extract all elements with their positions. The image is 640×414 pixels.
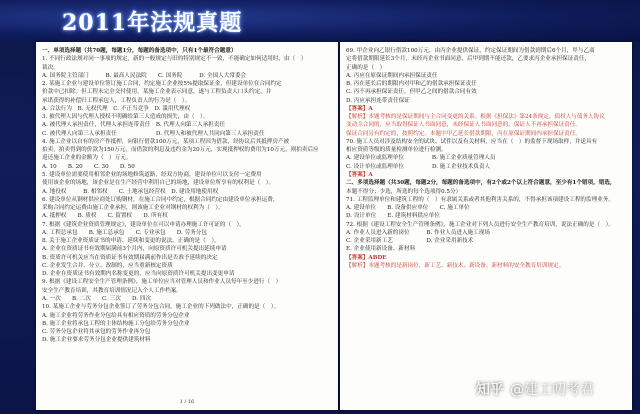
- text-line: 承诺获得的补偿归工程承包人，工程负责人的行为是（ ）。: [42, 97, 191, 104]
- text-line: A. 作业人员进入新的岗位 B. 作业人员进入施工现场: [346, 229, 490, 236]
- text-line: 正确的是（ ）: [346, 64, 386, 71]
- text-line: 69. 甲企业向乙银行借款100万元，由丙企业提供保证，约定保证期间为借款到期后6个月，甲与乙商: [346, 48, 595, 54]
- text-line: 【答案】ABDE: [346, 254, 387, 261]
- text-line: 71. 工程监理单位和建筑工程的（ ）有隶属关系或者其他利害关系的，不得承担该项建设工程的监理业务。: [346, 196, 614, 203]
- text-line: D. 施工企业要求劳务分包企业提供建筑材料: [42, 337, 151, 344]
- text-line: D. 丙应承担连带责任保证: [346, 97, 410, 104]
- text-line: A. 工程总承包 B. 施工总承包 C. 专业承包 D. 劳务分包: [42, 229, 207, 236]
- text-line: 9. 根据《建设工程安全生产管理条例》，施工单位应当对管理人员和作业人员每年至少进行（ ）: [42, 279, 282, 286]
- text-line: 定将借款期限延长3个月，未经丙企业书面同意，后甲到期不能还款，乙要求丙企业承担保证责任，: [346, 56, 591, 63]
- text-line: 变动主合同的，应当取得保证人书面同意，未经保证人书面同意的，保证人不再承担保证责任。: [346, 122, 581, 129]
- text-line: 价款中已扣除。但工程未完全交付使用，某施工企业表示同意，遂与工程负责人口头约定，并: [42, 89, 272, 96]
- text-line: A. 施工企业将劳务作业分包给具有相应资质的劳务分包企业: [42, 312, 190, 319]
- text-line: 5. 建设单位需要使用相邻企业的场地修筑道路，经双方协商，建设单位可以支付一定费用: [42, 171, 262, 178]
- text-line: 一、单项选择题（共70题，每题1分，每题的备选项中，只有1个最符合题意）: [42, 48, 237, 54]
- text-line: A. 丙应在原保证期间内承担保证责任: [346, 72, 438, 79]
- right-page-text: [346, 47, 627, 270]
- text-line: C. 丙不再承担保证责任，但甲乙之间的借款合同有效: [346, 89, 477, 96]
- text-line: 本题不得分；少选，所选的每个选项得0.5分）: [346, 188, 462, 195]
- watermark-author: @建工叨考君: [510, 382, 594, 398]
- title-banner: [0, 0, 640, 42]
- text-line: B. 资质许可机关应当在资质证书有效期届满前作出是否准予延续的决定: [42, 254, 218, 261]
- text-line: A. 一次 B. 二次 C. 三次 D. 四次: [42, 295, 152, 302]
- text-line: D. 企业在资质证书有效期内名称变更的，应当向原资质许可机关提出变更申请: [42, 271, 235, 278]
- text-line: 72. 根据《建设工程安全生产管理条例》，施工企业对下列人员进行安全生产教育培训，说法正确的是（ ）。: [346, 221, 614, 228]
- text-line: A. 被代理人承担责任，代理人承担连带责任 B. 代理人向第三人承担责任: [42, 122, 226, 129]
- text-line: 【解析】本题考核的是保证期间与主合同变更的关系。根据《担保法》第24条规定，债权人与债务人协议: [346, 114, 605, 121]
- text-line: 【答案】A: [346, 105, 373, 112]
- text-line: 采购合同约定运费由施工企业承担，则该施工企业对钢材的权利为（ ）。: [42, 205, 224, 212]
- text-line: A. 建设单位或监理单位 B. 施工企业质量管理人员: [346, 155, 496, 162]
- text-line: 安全生产教育培训，其教育培训情况记入个人工作档案。: [42, 287, 182, 294]
- text-line: B. 施工企业将承包工程的主体结构施工分包给劳务分包企业: [42, 320, 190, 327]
- text-line: 拍卖，拍卖得到的价款为150万元，而借款的利息及违约金为20万元，实现抵押权的费用为10万元，则拍卖后应: [42, 147, 319, 154]
- text-line: 裁决。: [42, 64, 59, 71]
- text-line: 使用该企业的场地，该企业是在生产经营中利用自己的场地，建设单位所享有的权利是（ ）。: [42, 180, 275, 187]
- text-line: 7. 根据《建筑企业资质管理规定》，建设单位在可以申请办理施工许可证的（ ）。: [42, 221, 245, 228]
- text-line: A. 企业在资质证书有效期届满前3个月内，向原资质许可机关提出延续申请: [42, 246, 227, 253]
- text-line: A. 建设单位 B. 设备供应单位 C. 施工单位: [346, 205, 470, 212]
- text-line: 6. 建设单位从钢材供应商处订购钢材，在施工合同中约定，根据合同约定由建设单位承担运费，: [42, 196, 279, 203]
- banner-title: 2011年法规真题: [62, 10, 243, 36]
- text-line: 8. 关于施工企业资质证书的申请、延续和变更的说法，正确的是（ ）。: [42, 238, 220, 245]
- document-page-left: [36, 42, 338, 410]
- text-line: A. 地役权 B. 相邻权 C. 土地承包经营权 D. 建设用地使用权: [42, 188, 219, 195]
- left-page-text: [42, 47, 333, 345]
- text-line: 4. 施工企业以自有的房产作抵押，向银行借款100万元，某项工程因为借款，经协议后其抵押房产被: [42, 138, 290, 145]
- text-line: B. 丙在延长后的期限内对甲和乙的借款承担保证责任: [346, 81, 477, 88]
- text-line: C. 设计单位或监理单位 D. 施工企业技术负责人: [346, 163, 491, 170]
- text-line: 二、多项选择题（共30题，每题2分，每题的备选项中，有2个或2个以上符合题意，至少有1个错项，错选，: [346, 180, 616, 187]
- text-line: A. 10 B. 20 C. 30 D. 50: [42, 163, 135, 170]
- text-line: A. 抵押权 B. 质权 C. 留置权 D. 所有权: [42, 213, 168, 220]
- text-line: 相应资质等级的质量检测单位进行检测。: [346, 147, 447, 154]
- page-number: 1 / 16: [179, 399, 195, 405]
- text-line: E. 企业使用新设备、新材料: [346, 246, 416, 253]
- text-line: 返还施工企业的金额为（ ）万元。: [42, 155, 132, 162]
- text-line: 10. 某施工企业与劳务分包企业签订了劳务分包合同，施工企业的下列做法中，正确的是（ ）。: [42, 304, 280, 311]
- text-line: C. 企业发生合并、分立、改制的，应当重新核定资质: [42, 262, 173, 269]
- text-line: 3. 被代理人因与代理人授权不明确给第三人造成的损失，由（ ）。: [42, 114, 209, 121]
- text-line: 保证合同另有约定的，按照约定。本题中甲乙延长借款期限，丙在原保证期间内承担保证责任。: [346, 130, 581, 137]
- text-line: A. 合法行为 B. 无权代理 C. 不正当竞争 D. 滥用代理权: [42, 105, 191, 112]
- text-line: A. 国务院主管部门 B. 最高人民法院 C. 国务院 D. 全国人大常委会: [42, 72, 247, 79]
- text-line: 1. 不同行政法规对同一事项的规定，新的一般规定与旧的特别规定不一致，不能确定如何适用时，由（ ）: [42, 56, 307, 63]
- text-line: 70. 施工人员对涉及结构安全的试块、试件以及有关材料，应当在（ ）的监督下现场取样，并送具有: [346, 138, 598, 145]
- zhihu-logo: 知乎: [476, 382, 504, 398]
- document-page-right: [340, 42, 632, 410]
- text-line: C. 企业采用新工艺 D. 企业采用新技术: [346, 238, 474, 245]
- text-line: D. 设计单位 E. 建筑材料供应单位: [346, 213, 440, 220]
- text-line: C. 劳务分包企业将其承包的劳务作业再分包: [42, 329, 151, 336]
- text-line: 2. 某施工企业与建设单位签订施工合同，约定施工企业按5%提取保证金，但建设单位在合同约定: [42, 81, 282, 88]
- zhihu-watermark: [476, 378, 594, 400]
- text-line: 【解析】本题考核的是新岗位、新工艺、新技术、新设备、新材料的安全教育培训规定。: [346, 262, 565, 269]
- text-line: 【答案】A: [346, 171, 373, 178]
- text-line: C. 被代理人向第三人承担责任 D. 代理人和被代理人共同向第三人承担责任: [42, 130, 265, 137]
